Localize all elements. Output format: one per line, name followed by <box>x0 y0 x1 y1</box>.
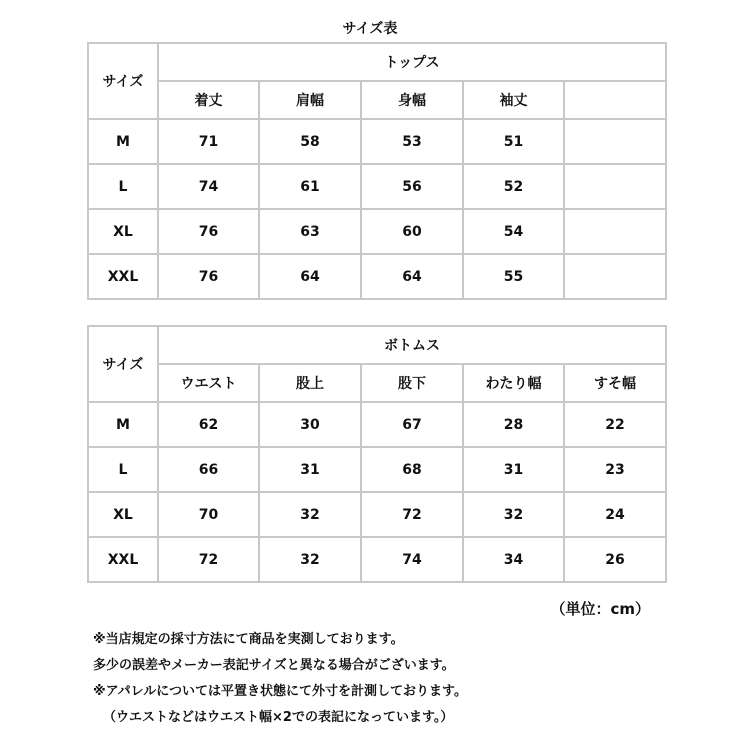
note-line: ※当店規定の採寸方法にて商品を実測しております。 <box>93 632 404 647</box>
tops-col-header <box>564 81 666 119</box>
measurement-cell: 67 <box>361 402 463 447</box>
measurement-cell: 70 <box>158 492 259 537</box>
measurement-cell: 76 <box>158 209 259 254</box>
measurement-cell: 61 <box>259 164 361 209</box>
measurement-cell: 58 <box>259 119 361 164</box>
measurement-cell: 71 <box>158 119 259 164</box>
measurement-cell: 60 <box>361 209 463 254</box>
tops-col-header: 袖丈 <box>463 81 564 119</box>
measurement-cell: 32 <box>259 492 361 537</box>
bottoms-size-table <box>87 325 667 583</box>
measurement-cell: 74 <box>158 164 259 209</box>
unit-label: （単位：cm） <box>550 600 650 618</box>
measurement-cell <box>564 119 666 164</box>
measurement-cell: 23 <box>564 447 666 492</box>
tops-size-header: サイズ <box>88 43 158 119</box>
table-row <box>88 254 666 299</box>
measurement-cell: 24 <box>564 492 666 537</box>
bottoms-col-header: ウエスト <box>158 364 259 402</box>
table-row <box>88 164 666 209</box>
size-label: L <box>88 164 158 209</box>
measurement-cell: 64 <box>361 254 463 299</box>
tops-size-table <box>87 42 667 300</box>
measurement-cell: 66 <box>158 447 259 492</box>
measurement-cell: 56 <box>361 164 463 209</box>
bottoms-col-header: わたり幅 <box>463 364 564 402</box>
measurement-cell: 30 <box>259 402 361 447</box>
tops-col-header: 肩幅 <box>259 81 361 119</box>
note-line: ※アパレルについては平置き状態にて外寸を計測しております。 <box>93 684 467 699</box>
measurement-cell: 31 <box>463 447 564 492</box>
measurement-cell: 74 <box>361 537 463 582</box>
note-line: 多少の誤差やメーカー表記サイズと異なる場合がございます。 <box>93 658 455 673</box>
bottoms-size-header: サイズ <box>88 326 158 402</box>
bottoms-col-header: 股下 <box>361 364 463 402</box>
measurement-cell: 68 <box>361 447 463 492</box>
measurement-cell: 26 <box>564 537 666 582</box>
measurement-cell: 52 <box>463 164 564 209</box>
measurement-cell: 72 <box>361 492 463 537</box>
measurement-cell: 63 <box>259 209 361 254</box>
size-label: L <box>88 447 158 492</box>
measurement-cell: 32 <box>259 537 361 582</box>
size-label: XXL <box>88 254 158 299</box>
size-label: XL <box>88 492 158 537</box>
tops-col-header: 着丈 <box>158 81 259 119</box>
measurement-cell: 64 <box>259 254 361 299</box>
tops-group-header: トップス <box>158 43 666 81</box>
notes <box>93 627 467 731</box>
table-row <box>88 492 666 537</box>
table-row <box>88 209 666 254</box>
tops-col-header: 身幅 <box>361 81 463 119</box>
bottoms-group-header: ボトムス <box>158 326 666 364</box>
measurement-cell: 34 <box>463 537 564 582</box>
measurement-cell: 22 <box>564 402 666 447</box>
measurement-cell: 55 <box>463 254 564 299</box>
size-label: M <box>88 402 158 447</box>
measurement-cell <box>564 254 666 299</box>
measurement-cell <box>564 164 666 209</box>
table-row <box>88 119 666 164</box>
size-label: M <box>88 119 158 164</box>
note-line: （ウエストなどはウエスト幅×2での表記になっています。） <box>103 710 454 725</box>
measurement-cell: 62 <box>158 402 259 447</box>
measurement-cell: 54 <box>463 209 564 254</box>
measurement-cell: 28 <box>463 402 564 447</box>
table-row <box>88 447 666 492</box>
size-label: XL <box>88 209 158 254</box>
measurement-cell: 31 <box>259 447 361 492</box>
page-title: サイズ表 <box>342 21 398 37</box>
measurement-cell <box>564 209 666 254</box>
table-row <box>88 402 666 447</box>
bottoms-col-header: すそ幅 <box>564 364 666 402</box>
measurement-cell: 76 <box>158 254 259 299</box>
measurement-cell: 53 <box>361 119 463 164</box>
measurement-cell: 32 <box>463 492 564 537</box>
table-row <box>88 537 666 582</box>
measurement-cell: 72 <box>158 537 259 582</box>
bottoms-col-header: 股上 <box>259 364 361 402</box>
measurement-cell: 51 <box>463 119 564 164</box>
size-label: XXL <box>88 537 158 582</box>
